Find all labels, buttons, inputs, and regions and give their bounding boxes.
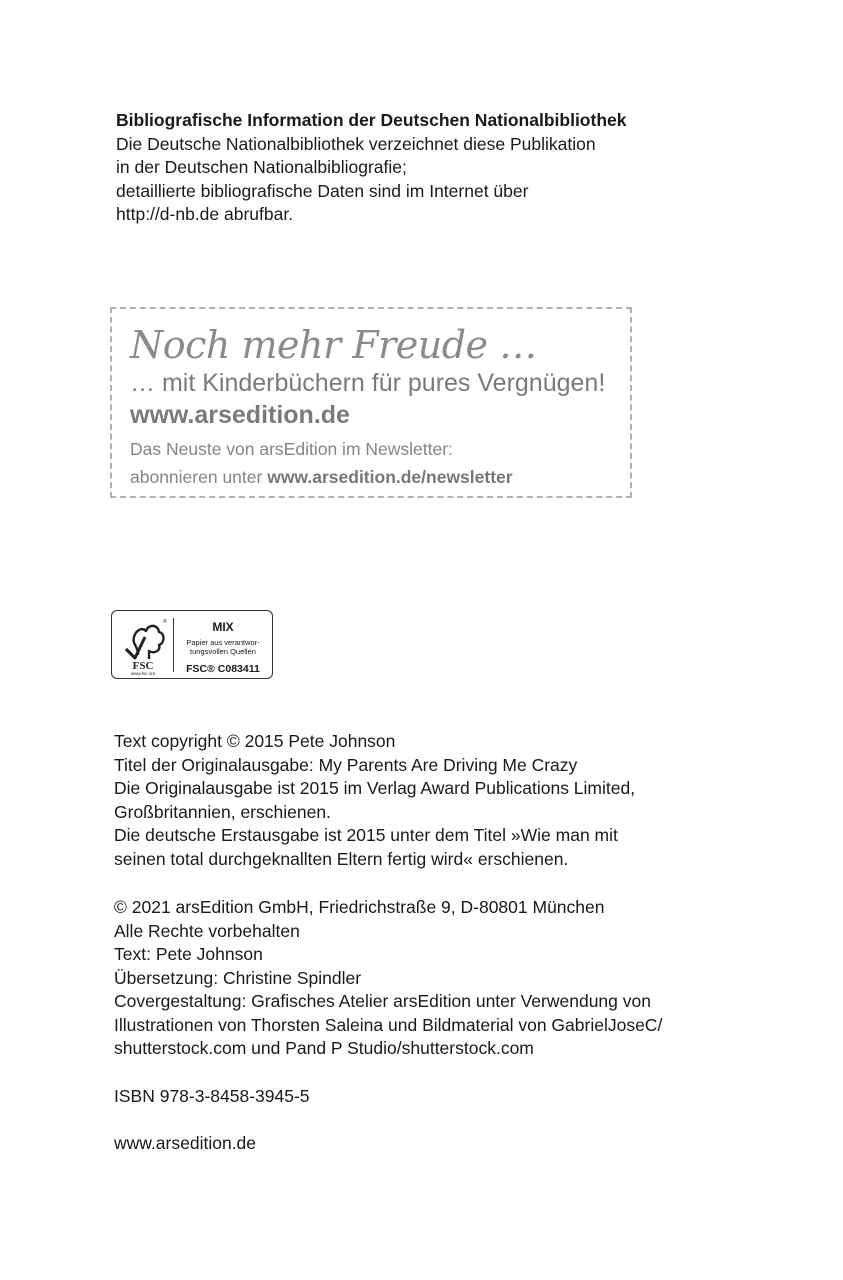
promo-newsletter-text: Das Neuste von arsEdition im Newsletter: xyxy=(130,439,453,459)
copyright-line: Die Originalausgabe ist 2015 im Verlag Award Publications Limited, xyxy=(114,778,636,798)
svg-text:®: ® xyxy=(163,619,167,625)
promo-script-heading: Noch mehr Freude … xyxy=(130,323,537,367)
fsc-mix: MIX xyxy=(212,620,234,634)
edition-line: Text: Pete Johnson xyxy=(114,944,263,964)
copyright-line: Großbritannien, erschienen. xyxy=(114,801,331,822)
bibliographic-title: Bibliografische Information der Deutschen Nationalbibliothek xyxy=(116,110,627,130)
edition-line: © 2021 arsEdition GmbH, Friedrichstraße 9, D-80801 München xyxy=(114,897,605,917)
promo-subheading: … mit Kinderbüchern für pures Vergnügen! xyxy=(130,369,606,397)
bibliographic-info xyxy=(116,109,626,227)
bibliographic-line: detaillierte bibliografische Daten sind im Internet über xyxy=(116,180,529,201)
fsc-paper-line: tungsvollen Quellen xyxy=(190,647,256,656)
fsc-paper-text xyxy=(174,638,272,656)
fsc-tree-check-icon xyxy=(118,615,168,675)
fsc-paper-line: Papier aus verantwor- xyxy=(186,638,260,647)
promo-website-link[interactable]: www.arsedition.de xyxy=(130,401,350,429)
edition-line: shutterstock.com und Pand P Studio/shutterstock.com xyxy=(114,1038,534,1058)
bibliographic-line: in der Deutschen Nationalbibliografie; xyxy=(116,157,407,177)
bibliographic-line: http://d-nb.de abrufbar. xyxy=(116,204,294,224)
edition-line: Alle Rechte vorbehalten xyxy=(114,920,300,941)
edition-copyright xyxy=(114,896,662,1061)
original-copyright xyxy=(114,730,635,871)
fsc-logo-url: www.fsc.org xyxy=(130,671,156,675)
fsc-code: FSC® C083411 xyxy=(186,663,260,675)
isbn: ISBN 978-3-8458-3945-5 xyxy=(114,1086,310,1106)
copyright-line: Titel der Originalausgabe: My Parents Are Driving Me Crazy xyxy=(114,754,578,775)
newsletter-url-link[interactable]: www.arsedition.de/newsletter xyxy=(267,467,513,487)
newsletter-prefix: abonnieren unter xyxy=(130,467,268,487)
copyright-line: seinen total durchgeknallten Eltern fertig wird« erschienen. xyxy=(114,848,569,869)
fsc-label xyxy=(111,610,273,679)
copyright-line: Text copyright © 2015 Pete Johnson xyxy=(114,731,396,751)
bibliographic-line: Die Deutsche Nationalbibliothek verzeichnet diese Publikation xyxy=(116,133,596,154)
promo-newsletter-subscribe xyxy=(130,467,513,488)
edition-line: Übersetzung: Christine Spindler xyxy=(114,967,362,988)
footer-website-link[interactable]: www.arsedition.de xyxy=(114,1133,257,1153)
edition-line: Covergestaltung: Grafisches Atelier arsEdition unter Verwendung von xyxy=(114,991,651,1011)
edition-line: Illustrationen von Thorsten Saleina und Bildmaterial von GabrielJoseC/ xyxy=(114,1014,663,1035)
fsc-logo-text: FSC xyxy=(132,660,154,672)
promo-box xyxy=(110,307,632,498)
copyright-line: Die deutsche Erstausgabe ist 2015 unter dem Titel »Wie man mit xyxy=(114,825,618,845)
